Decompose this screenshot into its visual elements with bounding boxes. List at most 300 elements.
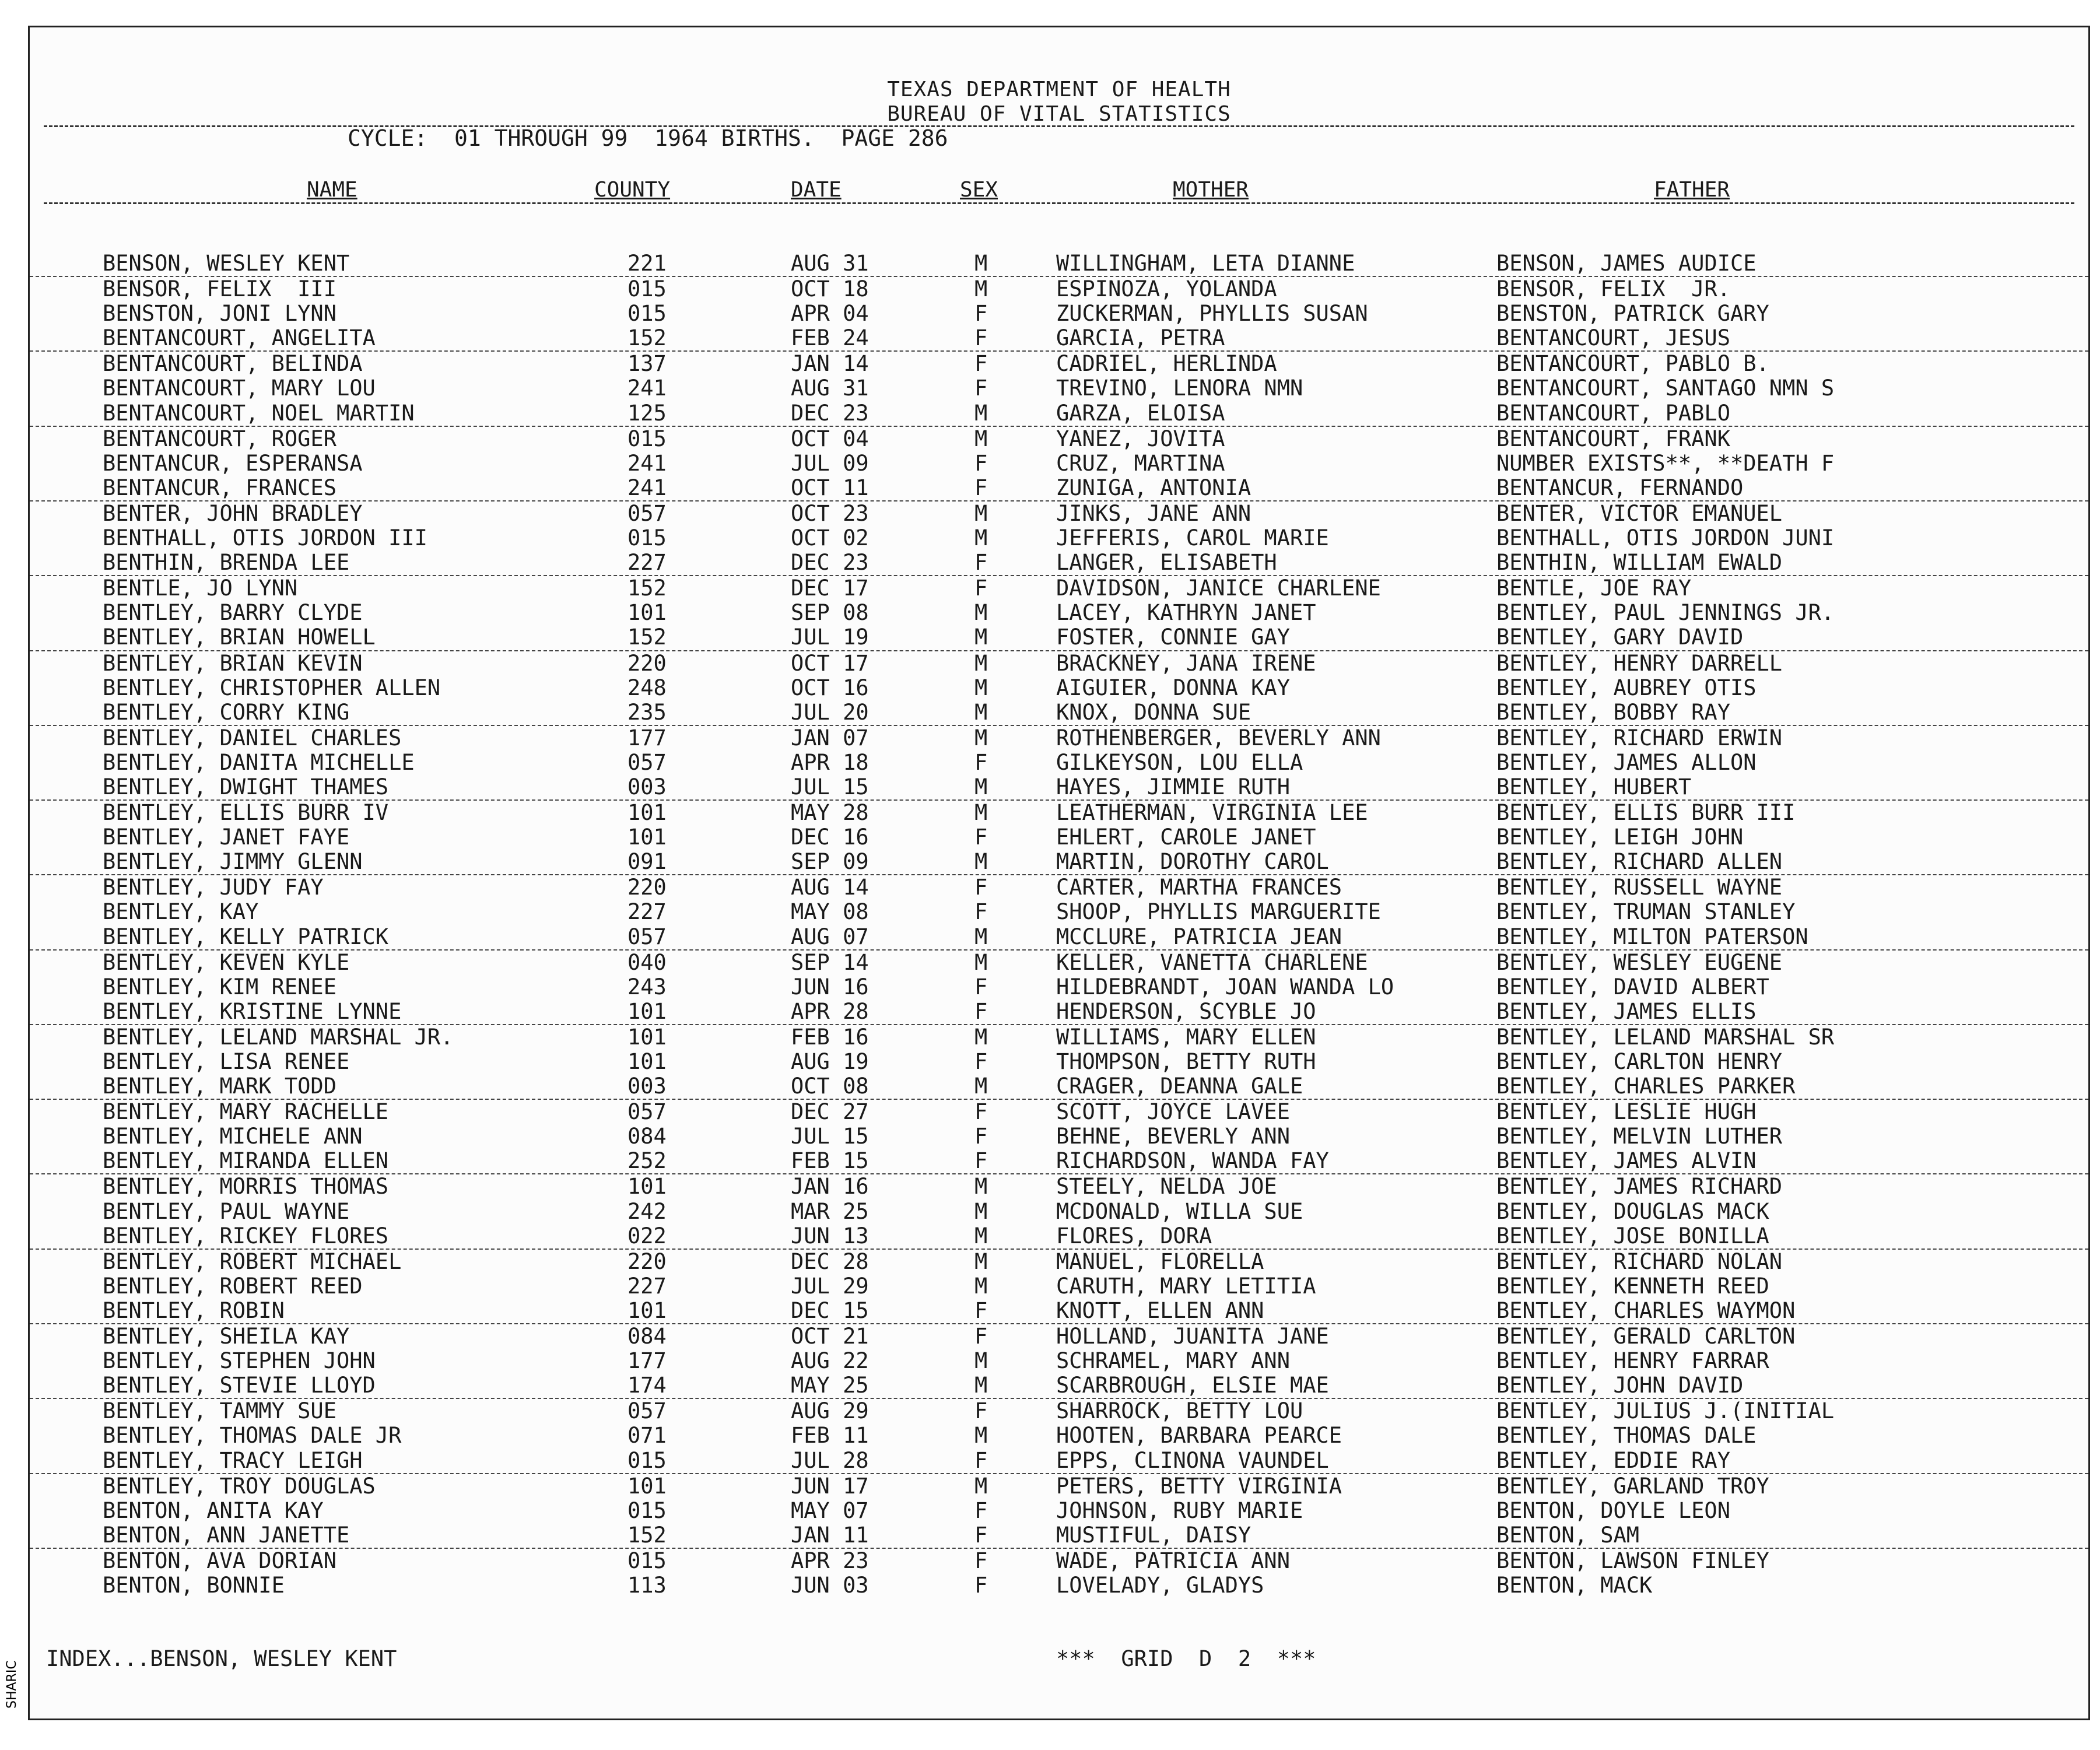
cell-date: DEC 15 bbox=[791, 1297, 869, 1323]
cell-father: BENTLEY, LESLIE HUGH bbox=[1496, 1099, 1757, 1125]
cell-father: BENTANCOURT, FRANK bbox=[1496, 426, 1730, 451]
cell-date: OCT 18 bbox=[791, 276, 869, 302]
table-row bbox=[30, 326, 2088, 352]
cell-sex: F bbox=[974, 1572, 988, 1598]
cell-sex: F bbox=[974, 351, 988, 377]
cell-sex: M bbox=[974, 1273, 988, 1299]
cell-mother: LOVELADY, GLADYS bbox=[1056, 1572, 1264, 1598]
cell-sex: M bbox=[974, 525, 988, 551]
table-row bbox=[30, 1449, 2088, 1474]
cell-name: BENTLEY, MICHELE ANN bbox=[103, 1124, 363, 1149]
cell-sex: M bbox=[974, 949, 988, 975]
cell-date: MAR 25 bbox=[791, 1198, 869, 1224]
cell-mother: MANUEL, FLORELLA bbox=[1056, 1249, 1264, 1274]
cell-date: DEC 23 bbox=[791, 550, 869, 576]
cell-county: 015 bbox=[627, 426, 667, 451]
cell-father: BENSON, JAMES AUDICE bbox=[1496, 251, 1757, 276]
cell-name: BENTANCOURT, NOEL MARTIN bbox=[103, 400, 415, 426]
cell-father: BENTLEY, CHARLES WAYMON bbox=[1496, 1297, 1796, 1323]
cell-name: BENTANCUR, ESPERANSA bbox=[103, 450, 363, 476]
cell-father: BENTANCOURT, SANTAGO NMN S bbox=[1496, 376, 1835, 401]
cell-sex: F bbox=[974, 875, 988, 900]
cell-name: BENTLEY, BRIAN KEVIN bbox=[103, 650, 363, 676]
cell-father: BENTLEY, RICHARD ALLEN bbox=[1496, 849, 1783, 875]
cell-county: 015 bbox=[627, 1548, 667, 1573]
table-row bbox=[30, 476, 2088, 501]
cell-name: BENTLEY, DANIEL CHARLES bbox=[103, 725, 402, 750]
cell-name: BENTLEY, KAY bbox=[103, 899, 259, 925]
cell-county: 220 bbox=[627, 875, 667, 900]
cell-name: BENTLEY, JIMMY GLENN bbox=[103, 849, 363, 875]
cell-father: BENTLEY, GERALD CARLTON bbox=[1496, 1324, 1796, 1349]
table-row bbox=[30, 501, 2088, 526]
cell-date: JUL 29 bbox=[791, 1273, 869, 1299]
cell-mother: MCCLURE, PATRICIA JEAN bbox=[1056, 924, 1342, 949]
cell-date: FEB 15 bbox=[791, 1148, 869, 1174]
cell-mother: HOLLAND, JUANITA JANE bbox=[1056, 1324, 1329, 1349]
table-row bbox=[30, 376, 2088, 401]
cell-sex: M bbox=[974, 500, 988, 526]
cell-county: 101 bbox=[627, 1473, 667, 1499]
cell-mother: CARUTH, MARY LETITIA bbox=[1056, 1273, 1316, 1299]
header-agency: TEXAS DEPARTMENT OF HEALTH bbox=[887, 78, 1231, 101]
cell-mother: STEELY, NELDA JOE bbox=[1056, 1174, 1277, 1200]
cell-mother: PETERS, BETTY VIRGINIA bbox=[1056, 1473, 1342, 1499]
cell-mother: GILKEYSON, LOU ELLA bbox=[1056, 749, 1303, 775]
cell-mother: SHOOP, PHYLLIS MARGUERITE bbox=[1056, 899, 1381, 925]
cell-sex: F bbox=[974, 998, 988, 1024]
table-row bbox=[30, 1549, 2088, 1573]
cell-date: SEP 09 bbox=[791, 849, 869, 875]
cell-name: BENTLEY, MORRIS THOMAS bbox=[103, 1174, 389, 1200]
cell-father: BENTLEY, JOHN DAVID bbox=[1496, 1373, 1744, 1398]
cell-date: FEB 16 bbox=[791, 1024, 869, 1050]
cell-county: 101 bbox=[627, 998, 667, 1024]
cell-date: OCT 21 bbox=[791, 1324, 869, 1349]
cell-county: 015 bbox=[627, 525, 667, 551]
cell-mother: JINKS, JANE ANN bbox=[1056, 500, 1251, 526]
table-row bbox=[30, 1523, 2088, 1549]
cell-sex: F bbox=[974, 450, 988, 476]
cell-name: BENTLEY, STEVIE LLOYD bbox=[103, 1373, 376, 1398]
cell-father: BENTON, MACK bbox=[1496, 1572, 1653, 1598]
cell-name: BENTLEY, DWIGHT THAMES bbox=[103, 774, 389, 799]
cell-date: JUN 03 bbox=[791, 1572, 869, 1598]
cell-father: BENTLEY, HENRY FARRAR bbox=[1496, 1348, 1769, 1374]
cell-mother: EHLERT, CAROLE JANET bbox=[1056, 825, 1316, 850]
cell-father: BENTANCOURT, JESUS bbox=[1496, 325, 1730, 351]
cell-date: AUG 22 bbox=[791, 1348, 869, 1374]
table-row bbox=[30, 301, 2088, 326]
cell-date: AUG 07 bbox=[791, 924, 869, 949]
cell-mother: HENDERSON, SCYBLE JO bbox=[1056, 998, 1316, 1024]
cell-name: BENTLEY, MARY RACHELLE bbox=[103, 1099, 389, 1125]
cell-sex: M bbox=[974, 1074, 988, 1099]
cell-county: 241 bbox=[627, 376, 667, 401]
cell-sex: F bbox=[974, 825, 988, 850]
table-row bbox=[30, 451, 2088, 476]
cell-mother: LACEY, KATHRYN JANET bbox=[1056, 600, 1316, 626]
table-row bbox=[30, 1499, 2088, 1523]
cell-father: BENTLEY, EDDIE RAY bbox=[1496, 1447, 1730, 1473]
cell-name: BENTON, ANITA KAY bbox=[103, 1498, 324, 1523]
cell-father: BENTLEY, LELAND MARSHAL SR bbox=[1496, 1024, 1835, 1050]
cell-father: BENSTON, PATRICK GARY bbox=[1496, 301, 1769, 327]
table-row bbox=[30, 1124, 2088, 1149]
cell-father: BENTLEY, AUBREY OTIS bbox=[1496, 675, 1757, 700]
cell-county: 101 bbox=[627, 1049, 667, 1074]
cell-mother: CRAGER, DEANNA GALE bbox=[1056, 1074, 1303, 1099]
column-header-county: COUNTY bbox=[594, 178, 671, 202]
cell-date: APR 28 bbox=[791, 998, 869, 1024]
table-row bbox=[30, 975, 2088, 1000]
table-row bbox=[30, 625, 2088, 651]
cell-mother: KNOTT, ELLEN ANN bbox=[1056, 1297, 1264, 1323]
cell-county: 057 bbox=[627, 1099, 667, 1125]
cell-county: 152 bbox=[627, 576, 667, 601]
cell-name: BENTLEY, BARRY CLYDE bbox=[103, 600, 363, 626]
cell-mother: ESPINOZA, YOLANDA bbox=[1056, 276, 1277, 302]
cell-sex: M bbox=[974, 675, 988, 700]
cell-county: 221 bbox=[627, 251, 667, 276]
cell-date: JAN 14 bbox=[791, 351, 869, 377]
cell-sex: M bbox=[974, 1373, 988, 1398]
cell-father: BENTLEY, KENNETH REED bbox=[1496, 1273, 1769, 1299]
cell-mother: ZUCKERMAN, PHYLLIS SUSAN bbox=[1056, 301, 1368, 327]
cell-father: BENTON, DOYLE LEON bbox=[1496, 1498, 1730, 1523]
cell-mother: WILLINGHAM, LETA DIANNE bbox=[1056, 251, 1355, 276]
cell-county: 003 bbox=[627, 1074, 667, 1099]
cell-county: 015 bbox=[627, 301, 667, 327]
cell-name: BENTLEY, KELLY PATRICK bbox=[103, 924, 389, 949]
cell-name: BENTLEY, CHRISTOPHER ALLEN bbox=[103, 675, 441, 700]
cell-county: 220 bbox=[627, 650, 667, 676]
cell-county: 252 bbox=[627, 1148, 667, 1174]
cell-mother: RICHARDSON, WANDA FAY bbox=[1056, 1148, 1329, 1174]
cell-date: JUL 20 bbox=[791, 699, 869, 725]
cell-sex: M bbox=[974, 251, 988, 276]
table-row bbox=[30, 1100, 2088, 1124]
cell-name: BENTLEY, ELLIS BURR IV bbox=[103, 800, 389, 826]
cell-sex: M bbox=[974, 849, 988, 875]
cell-date: OCT 23 bbox=[791, 500, 869, 526]
cell-father: BENTON, SAM bbox=[1496, 1522, 1640, 1548]
table-row bbox=[30, 750, 2088, 775]
cell-date: FEB 24 bbox=[791, 325, 869, 351]
table-row bbox=[30, 1399, 2088, 1423]
cell-mother: MUSTIFUL, DAISY bbox=[1056, 1522, 1251, 1548]
cell-date: JUL 15 bbox=[791, 1124, 869, 1149]
cell-name: BENTER, JOHN BRADLEY bbox=[103, 500, 363, 526]
table-row bbox=[30, 1423, 2088, 1448]
cell-father: BENTLEY, BOBBY RAY bbox=[1496, 699, 1730, 725]
cell-father: BENTLEY, RICHARD NOLAN bbox=[1496, 1249, 1783, 1274]
cell-county: 227 bbox=[627, 550, 667, 576]
cell-sex: M bbox=[974, 1174, 988, 1200]
cell-date: JUN 17 bbox=[791, 1473, 869, 1499]
cell-name: BENTLEY, LELAND MARSHAL JR. bbox=[103, 1024, 454, 1050]
cell-name: BENTLEY, JANET FAYE bbox=[103, 825, 350, 850]
cell-name: BENTLEY, MARK TODD bbox=[103, 1074, 336, 1099]
cell-county: 227 bbox=[627, 899, 667, 925]
cell-father: BENTLEY, JOSE BONILLA bbox=[1496, 1223, 1769, 1249]
cell-sex: M bbox=[974, 625, 988, 650]
cell-sex: M bbox=[974, 276, 988, 302]
cell-father: BENTHIN, WILLIAM EWALD bbox=[1496, 550, 1783, 576]
cell-date: MAY 25 bbox=[791, 1373, 869, 1398]
table-row bbox=[30, 925, 2088, 951]
cell-mother: KNOX, DONNA SUE bbox=[1056, 699, 1251, 725]
cell-name: BENSTON, JONI LYNN bbox=[103, 301, 336, 327]
cell-sex: F bbox=[974, 749, 988, 775]
cell-father: BENTANCUR, FERNANDO bbox=[1496, 475, 1744, 500]
cell-name: BENTLEY, SHEILA KAY bbox=[103, 1324, 350, 1349]
cell-sex: F bbox=[974, 1324, 988, 1349]
cell-date: AUG 29 bbox=[791, 1398, 869, 1424]
cell-name: BENTLEY, ROBIN bbox=[103, 1297, 285, 1323]
cell-sex: M bbox=[974, 600, 988, 626]
cell-father: BENTON, LAWSON FINLEY bbox=[1496, 1548, 1769, 1573]
cell-sex: M bbox=[974, 1223, 988, 1249]
cell-county: 015 bbox=[627, 276, 667, 302]
cell-county: 152 bbox=[627, 625, 667, 650]
cell-date: OCT 02 bbox=[791, 525, 869, 551]
cell-father: NUMBER EXISTS**, **DEATH F bbox=[1496, 450, 1835, 476]
cell-name: BENTLEY, LISA RENEE bbox=[103, 1049, 350, 1074]
cell-father: BENTLEY, CHARLES PARKER bbox=[1496, 1074, 1796, 1099]
cell-date: MAY 07 bbox=[791, 1498, 869, 1523]
cell-county: 084 bbox=[627, 1124, 667, 1149]
cell-mother: YANEZ, JOVITA bbox=[1056, 426, 1225, 451]
cell-father: BENTLEY, JAMES ALLON bbox=[1496, 749, 1757, 775]
cell-sex: F bbox=[974, 1522, 988, 1548]
cell-mother: HOOTEN, BARBARA PEARCE bbox=[1056, 1423, 1342, 1449]
cell-mother: SCHRAMEL, MARY ANN bbox=[1056, 1348, 1290, 1374]
cell-date: DEC 23 bbox=[791, 400, 869, 426]
cell-date: AUG 31 bbox=[791, 376, 869, 401]
cell-name: BENTANCOURT, MARY LOU bbox=[103, 376, 376, 401]
cell-mother: GARCIA, PETRA bbox=[1056, 325, 1225, 351]
cell-county: 227 bbox=[627, 1273, 667, 1299]
table-row bbox=[30, 352, 2088, 376]
cell-county: 084 bbox=[627, 1324, 667, 1349]
cell-date: JUN 16 bbox=[791, 974, 869, 1000]
cell-name: BENTLEY, CORRY KING bbox=[103, 699, 350, 725]
side-stamp bbox=[0, 1621, 26, 1714]
cell-county: 057 bbox=[627, 924, 667, 949]
cell-date: JAN 16 bbox=[791, 1174, 869, 1200]
cell-mother: JOHNSON, RUBY MARIE bbox=[1056, 1498, 1303, 1523]
table-row bbox=[30, 1050, 2088, 1074]
cell-name: BENTLEY, KIM RENEE bbox=[103, 974, 336, 1000]
cell-county: 101 bbox=[627, 600, 667, 626]
table-row bbox=[30, 550, 2088, 576]
cell-date: AUG 31 bbox=[791, 251, 869, 276]
column-header-name: NAME bbox=[307, 178, 357, 202]
cell-date: APR 18 bbox=[791, 749, 869, 775]
cell-county: 152 bbox=[627, 1522, 667, 1548]
cell-mother: EPPS, CLINONA VAUNDEL bbox=[1056, 1447, 1329, 1473]
cell-date: AUG 14 bbox=[791, 875, 869, 900]
cell-mother: ZUNIGA, ANTONIA bbox=[1056, 475, 1251, 500]
cell-sex: F bbox=[974, 576, 988, 601]
cell-father: BENTANCOURT, PABLO bbox=[1496, 400, 1730, 426]
cell-mother: LEATHERMAN, VIRGINIA LEE bbox=[1056, 800, 1368, 826]
cell-county: 137 bbox=[627, 351, 667, 377]
cell-date: MAY 28 bbox=[791, 800, 869, 826]
ledger-sheet bbox=[28, 26, 2090, 1720]
table-row bbox=[30, 576, 2088, 601]
cell-mother: HILDEBRANDT, JOAN WANDA LO bbox=[1056, 974, 1394, 1000]
cell-date: OCT 08 bbox=[791, 1074, 869, 1099]
cell-county: 057 bbox=[627, 749, 667, 775]
cell-date: JUL 19 bbox=[791, 625, 869, 650]
cell-name: BENTLEY, RICKEY FLORES bbox=[103, 1223, 389, 1249]
cell-name: BENTLEY, PAUL WAYNE bbox=[103, 1198, 350, 1224]
cell-father: BENTLEY, THOMAS DALE bbox=[1496, 1423, 1757, 1449]
cell-mother: JEFFERIS, CAROL MARIE bbox=[1056, 525, 1329, 551]
cell-county: 091 bbox=[627, 849, 667, 875]
table-row bbox=[30, 850, 2088, 875]
cell-father: BENTANCOURT, PABLO B. bbox=[1496, 351, 1769, 377]
cell-county: 174 bbox=[627, 1373, 667, 1398]
table-row bbox=[30, 775, 2088, 801]
cell-father: BENTLEY, JAMES RICHARD bbox=[1496, 1174, 1783, 1200]
cell-date: DEC 16 bbox=[791, 825, 869, 850]
grid-footer: *** GRID D 2 *** bbox=[1056, 1646, 1316, 1671]
cell-father: BENSOR, FELIX JR. bbox=[1496, 276, 1730, 302]
cell-sex: F bbox=[974, 1498, 988, 1523]
cell-name: BENTANCUR, FRANCES bbox=[103, 475, 336, 500]
table-row bbox=[30, 900, 2088, 924]
cell-mother: KELLER, VANETTA CHARLENE bbox=[1056, 949, 1368, 975]
cell-father: BENTER, VICTOR EMANUEL bbox=[1496, 500, 1783, 526]
cell-sex: M bbox=[974, 650, 988, 676]
cell-county: 101 bbox=[627, 1024, 667, 1050]
cell-name: BENSOR, FELIX III bbox=[103, 276, 336, 302]
cell-name: BENTLEY, TRACY LEIGH bbox=[103, 1447, 363, 1473]
cell-mother: GARZA, ELOISA bbox=[1056, 400, 1225, 426]
cell-father: BENTLEY, HENRY DARRELL bbox=[1496, 650, 1783, 676]
table-row bbox=[30, 726, 2088, 750]
cell-mother: CADRIEL, HERLINDA bbox=[1056, 351, 1277, 377]
cell-sex: M bbox=[974, 699, 988, 725]
cell-date: SEP 08 bbox=[791, 600, 869, 626]
cell-county: 101 bbox=[627, 1297, 667, 1323]
table-row bbox=[30, 951, 2088, 975]
cell-county: 242 bbox=[627, 1198, 667, 1224]
cell-date: APR 23 bbox=[791, 1548, 869, 1573]
table-row bbox=[30, 1025, 2088, 1050]
cell-county: 003 bbox=[627, 774, 667, 799]
cell-sex: F bbox=[974, 974, 988, 1000]
cycle-line: CYCLE: 01 THROUGH 99 1964 BIRTHS. PAGE 286 bbox=[348, 125, 948, 151]
cell-county: 057 bbox=[627, 500, 667, 526]
table-row bbox=[30, 526, 2088, 550]
cell-date: MAY 08 bbox=[791, 899, 869, 925]
cell-county: 071 bbox=[627, 1423, 667, 1449]
cell-father: BENTLEY, JAMES ALVIN bbox=[1496, 1148, 1757, 1174]
cell-mother: SHARROCK, BETTY LOU bbox=[1056, 1398, 1303, 1424]
cell-mother: SCARBROUGH, ELSIE MAE bbox=[1056, 1373, 1329, 1398]
cell-sex: F bbox=[974, 1099, 988, 1125]
table-row bbox=[30, 1224, 2088, 1250]
table-row bbox=[30, 1174, 2088, 1199]
cell-date: DEC 17 bbox=[791, 576, 869, 601]
cell-name: BENSON, WESLEY KENT bbox=[103, 251, 350, 276]
cell-sex: M bbox=[974, 725, 988, 750]
cell-father: BENTLEY, JAMES ELLIS bbox=[1496, 998, 1757, 1024]
cell-mother: WILLIAMS, MARY ELLEN bbox=[1056, 1024, 1316, 1050]
cell-sex: M bbox=[974, 1249, 988, 1274]
cell-sex: F bbox=[974, 1297, 988, 1323]
table-row bbox=[30, 700, 2088, 726]
cell-county: 015 bbox=[627, 1498, 667, 1523]
cell-county: 248 bbox=[627, 675, 667, 700]
table-row bbox=[30, 1299, 2088, 1324]
cell-father: BENTLEY, PAUL JENNINGS JR. bbox=[1496, 600, 1835, 626]
cell-father: BENTLEY, GARY DAVID bbox=[1496, 625, 1744, 650]
cell-father: BENTLEY, LEIGH JOHN bbox=[1496, 825, 1744, 850]
cell-county: 243 bbox=[627, 974, 667, 1000]
cell-mother: WADE, PATRICIA ANN bbox=[1056, 1548, 1290, 1573]
cell-county: 177 bbox=[627, 725, 667, 750]
cell-sex: F bbox=[974, 475, 988, 500]
cell-name: BENTHIN, BRENDA LEE bbox=[103, 550, 350, 576]
cell-county: 057 bbox=[627, 1398, 667, 1424]
table-row bbox=[30, 651, 2088, 676]
cell-sex: F bbox=[974, 325, 988, 351]
cell-county: 101 bbox=[627, 1174, 667, 1200]
cell-name: BENTLE, JO LYNN bbox=[103, 576, 298, 601]
cell-father: BENTLE, JOE RAY bbox=[1496, 576, 1692, 601]
cell-mother: AIGUIER, DONNA KAY bbox=[1056, 675, 1290, 700]
cell-mother: CARTER, MARTHA FRANCES bbox=[1056, 875, 1342, 900]
table-row bbox=[30, 875, 2088, 900]
cell-father: BENTLEY, RICHARD ERWIN bbox=[1496, 725, 1783, 750]
cell-sex: M bbox=[974, 774, 988, 799]
cell-name: BENTLEY, JUDY FAY bbox=[103, 875, 324, 900]
cell-county: 113 bbox=[627, 1572, 667, 1598]
cell-sex: F bbox=[974, 1124, 988, 1149]
column-header-sex: SEX bbox=[960, 178, 998, 202]
table-row bbox=[30, 401, 2088, 427]
cell-father: BENTLEY, DAVID ALBERT bbox=[1496, 974, 1769, 1000]
cell-date: JUL 15 bbox=[791, 774, 869, 799]
cell-county: 220 bbox=[627, 1249, 667, 1274]
cell-county: 101 bbox=[627, 800, 667, 826]
cell-name: BENTHALL, OTIS JORDON III bbox=[103, 525, 427, 551]
cell-mother: MCDONALD, WILLA SUE bbox=[1056, 1198, 1303, 1224]
cell-county: 040 bbox=[627, 949, 667, 975]
header-bureau: BUREAU OF VITAL STATISTICS bbox=[887, 102, 1231, 126]
cell-sex: F bbox=[974, 1398, 988, 1424]
table-row bbox=[30, 1200, 2088, 1224]
table-row bbox=[30, 601, 2088, 625]
cell-name: BENTLEY, BRIAN HOWELL bbox=[103, 625, 376, 650]
cell-mother: THOMPSON, BETTY RUTH bbox=[1056, 1049, 1316, 1074]
table-row bbox=[30, 1250, 2088, 1274]
cell-name: BENTON, ANN JANETTE bbox=[103, 1522, 350, 1548]
records-list bbox=[30, 251, 2088, 1598]
cell-date: OCT 04 bbox=[791, 426, 869, 451]
cell-county: 101 bbox=[627, 825, 667, 850]
cell-name: BENTLEY, ROBERT MICHAEL bbox=[103, 1249, 402, 1274]
cell-sex: M bbox=[974, 800, 988, 826]
cell-date: FEB 11 bbox=[791, 1423, 869, 1449]
cell-sex: M bbox=[974, 1198, 988, 1224]
cell-sex: F bbox=[974, 1148, 988, 1174]
